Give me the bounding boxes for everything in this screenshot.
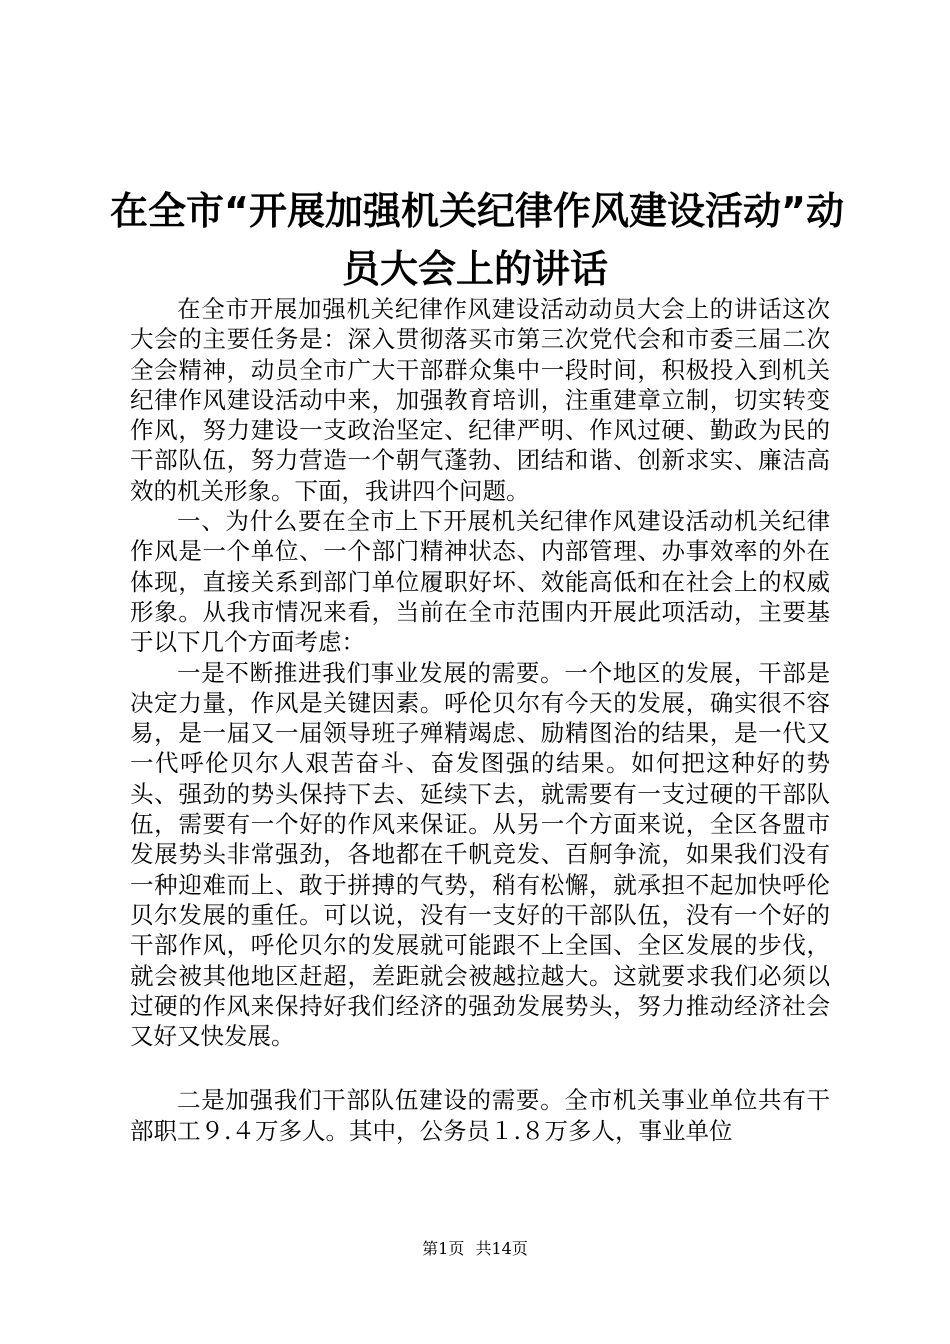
paragraph-point-one: 一是不断推进我们事业发展的需要。一个地区的发展，干部是决定力量，作风是关键因素。呼伦贝尔有今天的发展，确实很不容易，是一届又一届领导班子殚精竭虑、励精图治的结果，是一代又一代呼伦贝尔人艰苦奋斗、奋发图强的结果。如何把这种好的势头、强劲的势头保持下去、延续下去，就需要有一支过硬的干部队伍，需要有一个好的作风来保证。从另一个方面来说，全区各盟市发展势头非常强劲，各地都在千帆竞发、百舸争流，如果我们没有一种迎难而上、敢于拼搏的气势，稍有松懈，就承担不起加快呼伦贝尔发展的重任。可以说，没有一支好的干部队伍，没有一个好的干部作风，呼伦贝尔的发展就可能跟不上全国、全区发展的步伐，就会被其他地区赶超，差距就会被越拉越大。这就要求我们必须以过硬的作风来保持好我们经济的强劲发展势头，努力推动经济社会又好又快发展。 [130,658,830,1051]
paragraph-point-two: 二是加强我们干部队伍建设的需要。全市机关事业单位共有干部职工９.４万多人。其中，公务员１.８万多人，事业单位 [130,1086,830,1145]
page-footer [0,1238,950,1260]
document-title-line-2: 员大会上的讲话 [341,247,608,291]
paragraph-intro: 在全市开展加强机关纪律作风建设活动动员大会上的讲话这次大会的主要任务是：深入贯彻落买市第三次党代会和市委三届二次全会精神，动员全市广大干部群众集中一段时间，积极投入到机关纪律作风建设活动中来，加强教育培训，注重建章立制，切实转变作风，努力建设一支政治坚定、纪律严明、作风过硬、勤政为民的干部队伍，努力营造一个朝气蓬勃、团结和谐、创新求实、廉洁高效的机关形象。下面，我讲四个问题。 [130,295,830,505]
page-total: 共14页 [475,1239,528,1258]
paragraph-section-one: 一、为什么要在全市上下开展机关纪律作风建设活动机关纪律作风是一个单位、一个部门精神状态、内部管理、办事效率的外在体现，直接关系到部门单位履职好坏、效能高低和在社会上的权威形象。从我市情况来看，当前在全市范围内开展此项活动，主要基于以下几个方面考虑： [130,507,830,657]
page-number: 第1页 [422,1239,465,1258]
document-body [130,294,830,1146]
document-title-line-1: 在全市“开展加强机关纪律作风建设活动”动 [110,189,844,233]
